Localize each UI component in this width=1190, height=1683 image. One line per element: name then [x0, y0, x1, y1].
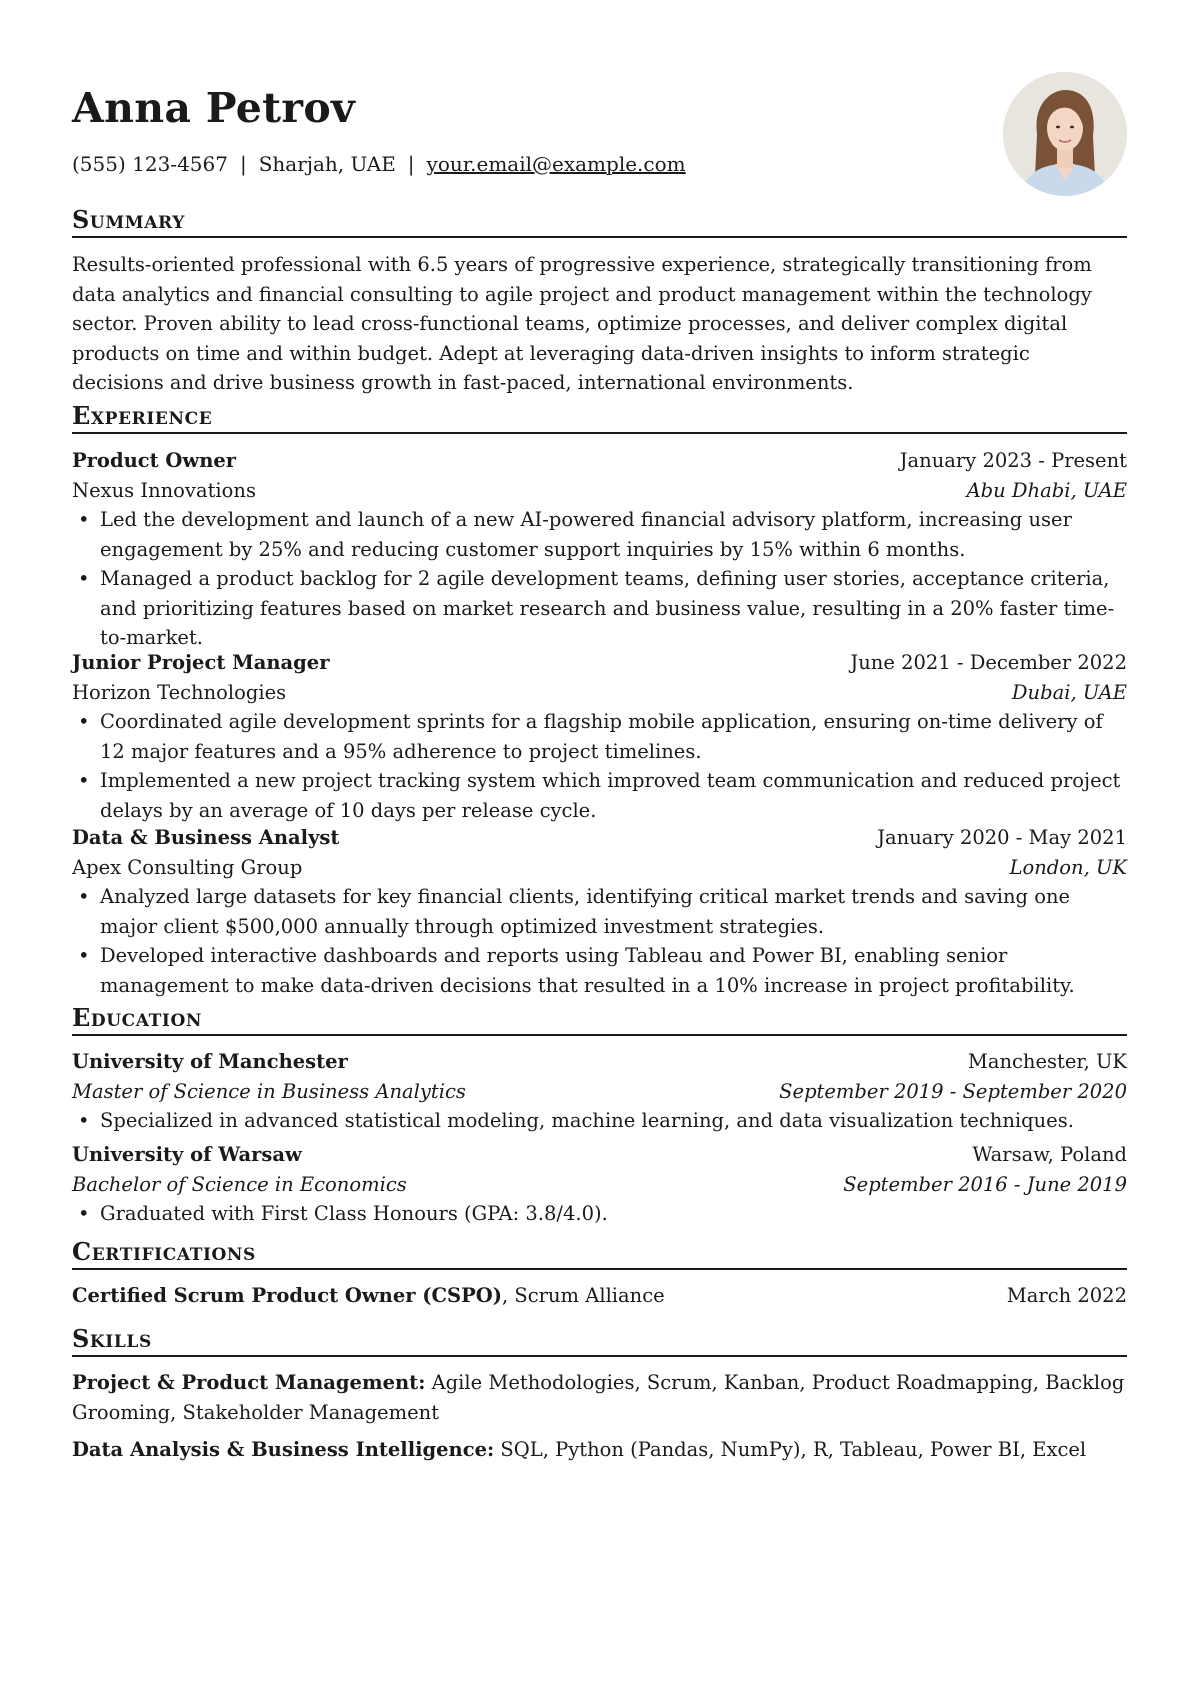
separator: | [239, 152, 247, 176]
skill-value: Agile Methodologies, Scrum, Kanban, Product Roadmapping, Backlog Grooming, Stakeholder Management [72, 1371, 1125, 1424]
profile-photo [1003, 72, 1127, 196]
skill-label: Data Analysis & Business Intelligence: [72, 1438, 495, 1461]
job-dates: January 2020 - May 2021 [877, 826, 1127, 849]
skill-line [72, 1368, 1127, 1427]
education-entry [72, 1047, 1127, 1136]
certification-issuer: , Scrum Alliance [502, 1284, 665, 1307]
summary-text: Results-oriented professional with 6.5 years of progressive experience, strategically transitioning from data analytics and financial consulting to agile project and product management within the technology sector. Proven ability to lead cross-functional teams, optimize processes, and deliver complex digital products on time and within budget. Adept at leveraging data-driven insights to inform strategic decisions and drive business growth in fast-paced, international environments. [72, 253, 1092, 394]
contact-line [72, 152, 686, 176]
school-location: Warsaw, Poland [972, 1143, 1127, 1166]
job-title: Junior Project Manager [72, 651, 330, 674]
job-title: Product Owner [72, 449, 237, 472]
school-name: University of Manchester [72, 1050, 348, 1073]
certification-entry [72, 1281, 1127, 1311]
section-title-certifications: Certifications [72, 1238, 1127, 1270]
company-name: Nexus Innovations [72, 478, 256, 502]
job-entry [72, 823, 1127, 1000]
bullet-item: • Coordinated agile development sprints for a flagship mobile application, ensuring on-time delivery of 12 major features and a 95% adherence to project timelines. [72, 707, 1127, 766]
skills-section [72, 1368, 1127, 1465]
bullet-item: • Implemented a new project tracking system which improved team communication and reduced project delays by an average of 10 days per release cycle. [72, 766, 1127, 825]
job-entry [72, 446, 1127, 653]
skill-line [72, 1435, 1127, 1465]
section-title-skills: Skills [72, 1325, 1127, 1357]
job-location: London, UK [1009, 855, 1127, 879]
job-title: Data & Business Analyst [72, 826, 340, 849]
job-location: Abu Dhabi, UAE [966, 478, 1127, 502]
section-title-education: Education [72, 1004, 1127, 1036]
bullet-item: • Managed a product backlog for 2 agile development teams, defining user stories, acceptance criteria, and prioritizing features based on market research and business value, resulting in a 20% faster time-to-market. [72, 564, 1127, 653]
job-dates: June 2021 - December 2022 [850, 651, 1127, 674]
section-title-experience: Experience [72, 402, 1127, 434]
certification-name: Certified Scrum Product Owner (CSPO) [72, 1284, 502, 1307]
separator: | [407, 152, 415, 176]
skill-value: SQL, Python (Pandas, NumPy), R, Tableau, Power BI, Excel [494, 1438, 1087, 1461]
school-name: University of Warsaw [72, 1143, 302, 1166]
job-location: Dubai, UAE [1011, 680, 1127, 704]
degree: Master of Science in Business Analytics [72, 1079, 466, 1103]
email-link[interactable]: your.email@example.com [426, 152, 686, 176]
company-name: Horizon Technologies [72, 680, 287, 704]
education-dates: September 2016 - June 2019 [843, 1172, 1127, 1196]
job-dates: January 2023 - Present [899, 449, 1127, 472]
bullet-item: • Specialized in advanced statistical modeling, machine learning, and data visualization techniques. [72, 1106, 1127, 1136]
summary-section [72, 250, 1127, 398]
bullet-item: • Analyzed large datasets for key financial clients, identifying critical market trends and saving one major client $500,000 annually through optimized investment strategies. [72, 882, 1127, 941]
bullet-item: • Graduated with First Class Honours (GPA: 3.8/4.0). [72, 1199, 1127, 1229]
section-title-summary: Summary [72, 206, 1127, 238]
candidate-name: Anna Petrov [72, 84, 356, 132]
education-dates: September 2019 - September 2020 [779, 1079, 1127, 1103]
job-entry [72, 648, 1127, 825]
location: Sharjah, UAE [258, 152, 396, 176]
bullet-item: • Led the development and launch of a new AI-powered financial advisory platform, increasing user engagement by 25% and reducing customer support inquiries by 15% within 6 months. [72, 505, 1127, 564]
degree: Bachelor of Science in Economics [72, 1172, 407, 1196]
skill-label: Project & Product Management: [72, 1371, 426, 1394]
education-entry [72, 1140, 1127, 1229]
school-location: Manchester, UK [967, 1050, 1127, 1073]
company-name: Apex Consulting Group [72, 855, 303, 879]
bullet-item: • Developed interactive dashboards and reports using Tableau and Power BI, enabling senior management to make data-driven decisions that resulted in a 10% increase in project profitability. [72, 941, 1127, 1000]
phone: (555) 123-4567 [72, 152, 228, 176]
certification-date: March 2022 [1006, 1284, 1127, 1307]
